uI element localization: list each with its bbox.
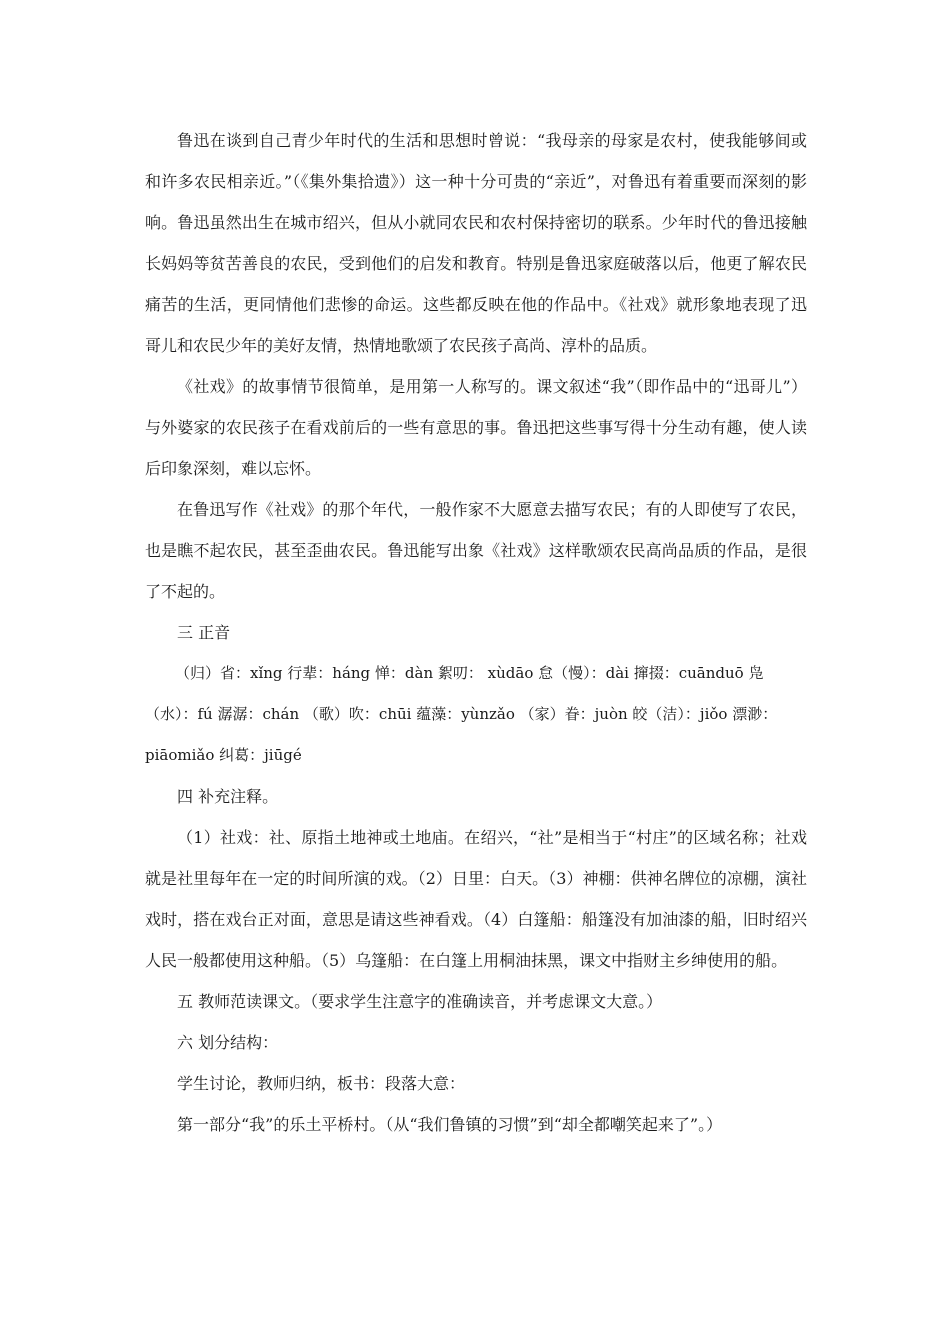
section-heading-pronunciation: 三 正音 — [177, 623, 231, 642]
intro-paragraph-story-plot: 《社戏》的故事情节很简单，是用第一人称写的。课文叙述“我”（即作品中的“迅哥儿”）与外婆家的农民孩子在看戏前后的一些有意思的事。鲁迅把这些事写得十分生动有趣，使人读后印象深刻，难以忘怀。 — [145, 377, 807, 478]
intro-paragraph-lu-xun-peasants: 鲁迅在谈到自己青少年时代的生活和思想时曾说：“我母亲的母家是农村，使我能够间或和许多农民相亲近。”（《集外集拾遗》）这一种十分可贵的“亲近”，对鲁迅有着重要而深刻的影响。鲁迅虽然出生在城市绍兴，但从小就同农民和农村保持密切的联系。少年时代的鲁迅接触长妈妈等贫苦善良的农民，受到他们的启发和教育。特别是鲁迅家庭破落以后，他更了解农民痛苦的生活，更同情他们悲惨的命运。这些都反映在他的作品中。《社戏》就形象地表现了迅哥儿和农民少年的美好友情，热情地歌颂了农民孩子高尚、淳朴的品质。 — [145, 131, 807, 355]
section-heading-model-reading: 五 教师范读课文。（要求学生注意字的准确读音，并考虑课文大意。） — [177, 992, 663, 1011]
pronunciation-list: （归）省：xǐng 行辈：háng 惮：dàn 絮叨： xùdāo 怠（慢）：dài 撺掇：cuānduō 凫（水）：fú 潺潺：chán （歌）吹：chūi 蕴藻：yùnzǎo （家）眷：juòn 皎（洁）：jiǒo 漂渺：piāomiǎo 纠葛：jiūgé — [145, 664, 778, 764]
structure-discussion-line: 学生讨论，教师归纳，板书：段落大意： — [177, 1074, 466, 1093]
section-heading-structure: 六 划分结构： — [177, 1033, 279, 1052]
structure-part-one: 第一部分“我”的乐土平桥村。（从“我们鲁镇的习惯”到“却全都嘲笑起来了”。） — [177, 1115, 723, 1134]
section-heading-notes: 四 补充注释。 — [177, 787, 279, 806]
document-body — [145, 120, 807, 1145]
intro-paragraph-significance: 在鲁迅写作《社戏》的那个年代，一般作家不大愿意去描写农民；有的人即使写了农民，也是瞧不起农民，甚至歪曲农民。鲁迅能写出象《社戏》这样歌颂农民高尚品质的作品，是很了不起的。 — [145, 500, 807, 601]
supplementary-notes: （1）社戏：社、原指土地神或土地庙。在绍兴，“社”是相当于“村庄”的区域名称；社戏就是社里每年在一定的时间所演的戏。（2）日里：白天。（3）神棚：供神名牌位的凉棚，演社戏时，搭在戏台正对面，意思是请这些神看戏。（4）白篷船：船篷没有加油漆的船，旧时绍兴人民一般都使用这种船。（5）乌篷船：在白篷上用桐油抹黑，课文中指财主乡绅使用的船。 — [145, 828, 807, 970]
